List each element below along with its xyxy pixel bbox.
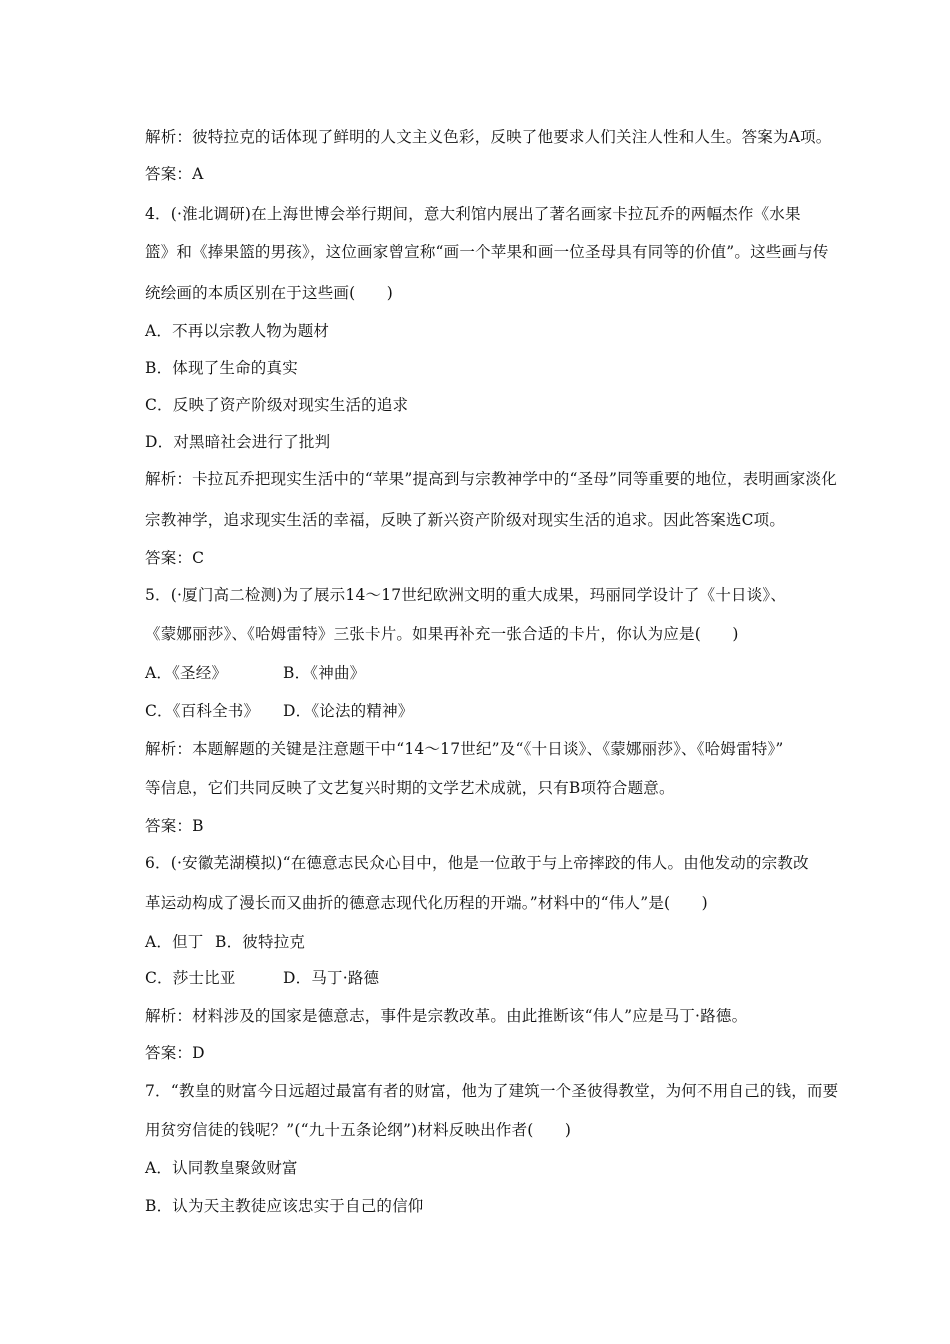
- q7-stem-line-2: 用贫穷信徒的钱呢？”(“九十五条论纲”)材料反映出作者( ): [145, 1121, 572, 1139]
- q4-stem-line-2: 篮》和《捧果篮的男孩》，这位画家曾宣称“画一个苹果和画一位圣母具有同等的价值”。这些画与传: [145, 243, 829, 261]
- q5-option-c: C．《百科全书》: [145, 702, 260, 720]
- q5-options-row-1: [145, 663, 815, 683]
- q5-option-a: A．《圣经》: [145, 664, 228, 682]
- q6-options-row-2: [145, 968, 815, 988]
- q5-option-d: D．《论法的精神》: [283, 702, 414, 720]
- q4-stem-line-1: 4．(·淮北调研)在上海世博会举行期间，意大利馆内展出了著名画家卡拉瓦乔的两幅杰作《水果: [145, 205, 801, 223]
- q4-option-d: D．对黑暗社会进行了批判: [145, 433, 331, 451]
- q5-options-row-2: [145, 701, 815, 721]
- q3-answer: 答案：A: [145, 165, 204, 183]
- q6-option-c: C．莎士比亚: [145, 969, 236, 987]
- q4-option-c: C．反映了资产阶级对现实生活的追求: [145, 396, 409, 414]
- q5-stem-line-1: 5．(·厦门高二检测)为了展示14～17世纪欧洲文明的重大成果，玛丽同学设计了《十日谈》、: [145, 586, 787, 604]
- q4-stem-line-3: 统绘画的本质区别在于这些画( ): [145, 284, 393, 302]
- q4-analysis-line-1: 解析：卡拉瓦乔把现实生活中的“苹果”提高到与宗教神学中的“圣母”同等重要的地位，表明画家淡化: [145, 470, 837, 488]
- q6-analysis: 解析：材料涉及的国家是德意志，事件是宗教改革。由此推断该“伟人”应是马丁·路德。: [145, 1007, 748, 1025]
- q6-answer: 答案：D: [145, 1044, 205, 1062]
- q6-option-a: A．但丁: [145, 933, 204, 951]
- q5-analysis-line-2: 等信息，它们共同反映了文艺复兴时期的文学艺术成就，只有B项符合题意。: [145, 779, 675, 797]
- q6-options-row-1: [145, 932, 815, 952]
- q6-option-b: B．彼特拉克: [215, 933, 306, 951]
- q6-stem-line-1: 6．(·安徽芜湖模拟)“在德意志民众心目中，他是一位敢于与上帝摔跤的伟人。由他发动的宗教改: [145, 854, 809, 872]
- q5-answer: 答案：B: [145, 817, 204, 835]
- q5-stem-line-2: 《蒙娜丽莎》、《哈姆雷特》三张卡片。如果再补充一张合适的卡片，你认为应是( ): [145, 625, 739, 643]
- q4-option-b: B．体现了生命的真实: [145, 359, 298, 377]
- q4-option-a: A．不再以宗教人物为题材: [145, 322, 330, 340]
- q5-analysis-line-1: 解析：本题解题的关键是注意题干中“14～17世纪”及“《十日谈》、《蒙娜丽莎》、《哈姆雷特》”: [145, 740, 784, 758]
- q4-answer: 答案：C: [145, 549, 205, 567]
- q3-analysis: 解析：彼特拉克的话体现了鲜明的人文主义色彩，反映了他要求人们关注人性和人生。答案为A项。: [145, 128, 832, 146]
- q7-option-b: B．认为天主教徒应该忠实于自己的信仰: [145, 1197, 424, 1215]
- q7-option-a: A．认同教皇聚敛财富: [145, 1159, 298, 1177]
- q5-option-b: B．《神曲》: [283, 664, 366, 682]
- q6-stem-line-2: 革运动构成了漫长而又曲折的德意志现代化历程的开端。”材料中的“伟人”是( ): [145, 894, 708, 912]
- q6-option-d: D．马丁·路德: [283, 969, 380, 987]
- q4-analysis-line-2: 宗教神学，追求现实生活的幸福，反映了新兴资产阶级对现实生活的追求。因此答案选C项。: [145, 511, 786, 529]
- q7-stem-line-1: 7．“教皇的财富今日远超过最富有者的财富，他为了建筑一个圣彼得教堂，为何不用自己的钱，而要: [145, 1082, 839, 1100]
